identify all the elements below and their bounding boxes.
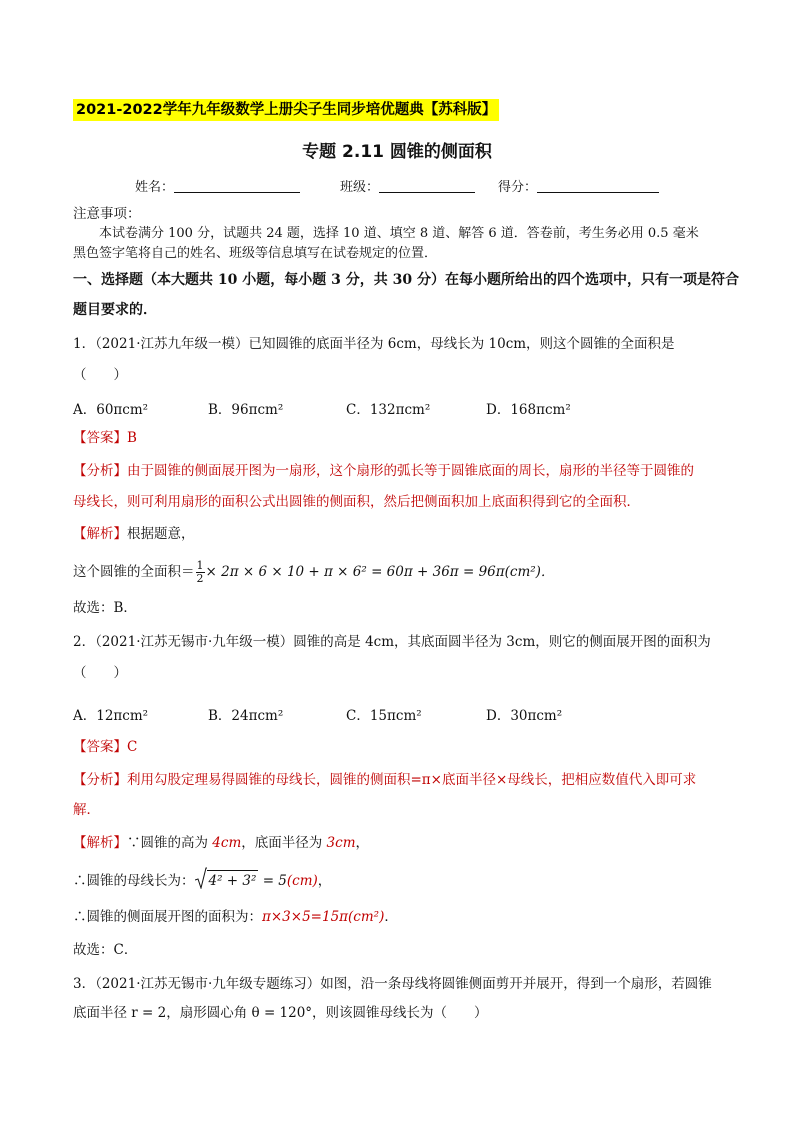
q1-option-b: B．96πcm²: [208, 402, 284, 418]
q1-frac-numerator: 1: [196, 559, 204, 572]
q1-analysis-tag: 【分析】: [73, 463, 127, 479]
q2-choose: 故选：C．: [73, 942, 138, 958]
name-field[interactable]: [135, 176, 300, 195]
q2-line3-prefix: ∴圆锥的侧面展开图的面积为：: [73, 909, 262, 925]
notes-heading: 注意事项：: [73, 206, 141, 222]
q2-line2-prefix: ∴圆锥的母线长为：: [73, 873, 195, 889]
q2-solution-line-3: [73, 907, 398, 927]
q2-sol-a-value: 4cm: [212, 835, 242, 851]
q2-sol-b: ，底面半径为: [241, 835, 327, 851]
notes-line-2: 黑色签字笔将自己的姓名、班级等信息填写在试卷规定的位置．: [73, 246, 438, 261]
q1-option-c: C．132πcm²: [346, 402, 431, 418]
q1-option-d: D．168πcm²: [486, 402, 571, 418]
q2-sqrt: [195, 870, 259, 891]
q1-calc-rest: × 2π × 6 × 10 + π × 6² = 60π + 36π = 96π(cm²)．: [205, 564, 555, 580]
q2-line2-unit: (cm): [286, 873, 318, 889]
q1-option-a: A．60πcm²: [73, 402, 149, 418]
q2-sol-c: ，: [355, 835, 369, 851]
q2-answer-tag: 【答案】: [73, 739, 127, 755]
score-field[interactable]: [498, 176, 659, 195]
page-title: 专题 2.11 圆锥的侧面积: [302, 142, 492, 162]
score-blank[interactable]: [537, 180, 659, 193]
q2-analysis-tag: 【分析】: [73, 772, 127, 788]
q2-answer: [73, 737, 137, 757]
q1-answer-tag: 【答案】: [73, 430, 127, 446]
q2-line3-value: π×3×5=15π(cm²): [262, 909, 385, 925]
notes-line-1: 本试卷满分 100 分，试题共 24 题，选择 10 道、填空 8 道、解答 6 道．答卷前，考生务必用 0.5 毫米: [99, 226, 699, 241]
score-label: 得分：: [498, 180, 538, 195]
q2-solution-line-1: [73, 833, 369, 853]
q1-calculation: [73, 560, 554, 585]
q2-answer-value: C: [127, 739, 138, 755]
q3-stem-line-2: 底面半径 r = 2，扇形圆心角 θ = 120°，则该圆锥母线长为（ ）: [73, 1005, 488, 1021]
q1-analysis-line-1: [73, 461, 694, 481]
section-heading-line-2: 题目要求的．: [73, 302, 157, 318]
sqrt-sign-icon: [195, 867, 207, 889]
section-heading-line-1: 一、选择题（本大题共 10 小题，每小题 3 分，共 30 分）在每小题所给出的四个选项中，只有一项是符合: [73, 272, 739, 288]
q1-fraction: [196, 560, 205, 585]
q2-line2-end: ，: [317, 873, 332, 889]
name-blank[interactable]: [174, 180, 300, 193]
q1-solution: [73, 524, 195, 544]
q1-analysis-line-2: 母线长，则可利用扇形的面积公式出圆锥的侧面积，然后把侧面积加上底面积得到它的全面积．: [73, 494, 640, 510]
q2-paren: （ ）: [73, 665, 127, 681]
q1-stem: 1．（2021·江苏九年级一模）已知圆锥的底面半径为 6cm，母线长为 10cm，则这个圆锥的全面积是: [73, 336, 675, 352]
q1-answer-value: B: [127, 430, 137, 446]
q1-answer: [73, 428, 137, 448]
q1-solution-text: 根据题意，: [127, 526, 195, 542]
class-label: 班级：: [340, 180, 380, 195]
q2-option-d: D．30πcm²: [486, 708, 563, 724]
q2-analysis-text-1: 利用勾股定理易得圆锥的母线长，圆锥的侧面积=π×底面半径×母线长，把相应数值代入即可求: [127, 772, 697, 788]
q2-line3-end: ．: [384, 909, 398, 925]
q2-option-b: B．24πcm²: [208, 708, 284, 724]
q3-stem-line-1: 3．（2021·江苏无锡市·九年级专题练习）如图，沿一条母线将圆锥侧面剪开并展开，得到一个扇形，若圆锥: [73, 976, 712, 992]
q2-analysis-line-2: 解．: [73, 802, 100, 818]
q1-analysis-text-1: 由于圆锥的侧面展开图为一扇形，这个扇形的弧长等于圆锥底面的周长，扇形的半径等于圆锥的: [127, 463, 694, 479]
q1-frac-denominator: 2: [196, 572, 204, 585]
q2-analysis-line-1: [73, 770, 696, 790]
q2-stem: 2．（2021·江苏无锡市·九年级一模）圆锥的高是 4cm，其底面圆半径为 3cm，则它的侧面展开图的面积为: [73, 634, 711, 650]
q1-solution-tag: 【解析】: [73, 526, 127, 542]
q2-sqrt-content: 4² + 3²: [207, 870, 259, 891]
q2-solution-line-2: [73, 870, 331, 891]
q1-choose: 故选：B．: [73, 600, 137, 616]
q2-solution-tag: 【解析】: [73, 835, 127, 851]
q2-line2-suffix: = 5: [258, 873, 287, 889]
class-field[interactable]: [340, 176, 475, 195]
q2-sol-a: ∵圆锥的高为: [127, 835, 213, 851]
q2-option-c: C．15πcm²: [346, 708, 422, 724]
name-label: 姓名：: [135, 180, 175, 195]
q2-option-a: A．12πcm²: [73, 708, 149, 724]
document-banner: 2021-2022学年九年级数学上册尖子生同步培优题典【苏科版】: [73, 99, 499, 121]
q1-paren: （ ）: [73, 367, 127, 383]
q2-sol-b-value: 3cm: [326, 835, 356, 851]
q1-calc-prefix: 这个圆锥的全面积＝: [73, 564, 195, 580]
class-blank[interactable]: [379, 180, 475, 193]
